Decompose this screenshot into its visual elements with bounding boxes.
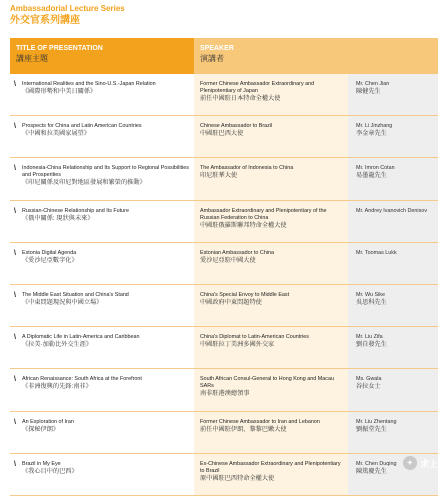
slash-marker-icon: \ [14,81,16,88]
speaker-role-zh: 愛沙尼亞駐中國大使 [200,256,256,264]
speaker-role-en: Ex-Chinese Ambassador Extraordinary and Plenipotentiary to Brazil [200,460,341,474]
presentation-title-en: Estonia Digital Agenda [22,249,77,256]
presentation-title-zh: 《非洲復興的先鋒:南非》 [22,383,92,391]
slash-marker-icon: \ [14,376,16,384]
presentation-title-zh: 《中東問題現況與中國立場》 [22,298,103,306]
speaker-name-zh: 易墨龍先生 [356,172,387,180]
speaker-name-cell [348,201,438,242]
speaker-name-cell [348,327,438,368]
header-speaker-zh: 演講者 [200,54,224,63]
presentation-title-zh: 《國際形勢和中美日關係》 [22,88,97,95]
speaker-name-en: Mr. Imron Cotan [356,165,395,172]
speaker-role-en: China's Diplomat to Latin-American Countries [200,334,309,341]
slash-marker-icon: \ [14,165,16,173]
speaker-role-cell [194,412,348,453]
presentation-title-en: Indonesia-China Relationship and Its Support to Regional Possibilities and Prosperities [22,165,189,179]
speaker-name-cell [348,285,438,326]
speaker-role-zh: 前任中國駐日本特命全權大使 [200,95,281,102]
presentation-title-zh: 《俄中關係: 現狀與未來》 [22,214,94,222]
speaker-role-cell [194,369,348,410]
presentation-cell [10,369,194,410]
presentation-cell [10,243,194,284]
speaker-role-zh: 印尼駐華大使 [200,172,238,180]
presentation-title-zh: 《探秘伊朗》 [22,425,60,433]
table-row [10,243,438,285]
presentation-cell [10,327,194,368]
speaker-name-en: Ms. Gwala [356,376,382,383]
speaker-name-cell [348,412,438,453]
speaker-name-zh: 陳健先生 [356,88,381,95]
speaker-role-zh: 前任中國駐伊朗、黎黎巴嫩大使 [200,425,287,433]
speaker-name-zh: 劉振堂先生 [356,425,387,433]
table-header [10,38,438,74]
table-row [10,285,438,327]
header-title-of-presentation [10,38,194,74]
presentation-cell [10,285,194,326]
presentation-title-zh: 《愛沙尼亞數字化》 [22,256,78,264]
presentation-text [22,165,190,199]
slash-marker-icon: \ [14,291,16,299]
speaker-role-cell [194,74,348,115]
table-row [10,412,438,454]
presentation-title-en: International Realities and the Sino-U.S.-Japan Relation [22,81,156,87]
presentation-text [22,208,190,242]
presentation-title-en: African Renaissance: South Africa at the Forefront [22,376,142,383]
presentation-title-en: Russian-Chinese Relationship and Its Future [22,207,129,214]
speaker-role-zh: 中國駐拉丁美洲多國外交家 [200,341,275,349]
header-title-zh: 講座主題 [16,54,48,63]
presentation-text [22,376,190,410]
speaker-name-cell [348,74,438,115]
speaker-name-en: Mr. Li Jinzhang [356,123,393,130]
presentation-title-zh: 《拉美·加勒比外交生涯》 [22,341,93,349]
table-row [10,201,438,243]
table-row [10,327,438,369]
presentation-title-zh: 《中國和拉美國家展望》 [22,130,91,138]
watermark-text: 求上 [419,458,438,469]
presentation-cell [10,201,194,242]
speaker-name-zh: 陳篤慶先生 [356,467,387,475]
presentation-cell [10,412,194,453]
presentation-cell [10,454,194,495]
header-speaker-en: SPEAKER [200,45,234,52]
slash-marker-icon: \ [14,418,16,426]
speaker-role-en: The Ambassador of Indonesia to China [200,165,294,172]
presentation-text [22,419,190,453]
speaker-role-cell [194,327,348,368]
presentation-cell [10,158,194,199]
presentation-title-en: A Diplomatic Life in Latin-America and Caribbean [22,334,140,341]
slash-marker-icon: \ [14,249,16,257]
speaker-name-en: Mr. Chen Duqing [356,460,397,467]
speaker-name-en: Mr. Liu Zifa [356,334,383,341]
table-row [10,158,438,200]
speaker-role-en: China's Special Envoy to Middle East [200,291,290,298]
watermark [403,456,438,470]
speaker-role-cell [194,285,348,326]
table-row [10,454,438,496]
speaker-role-en: Chinese Ambassador to Brazil [200,123,273,130]
speaker-role-zh: 原中國駐巴西特命全權大使 [200,474,275,482]
table-body [10,74,438,496]
speaker-role-zh: 南非駐港澳總領事 [200,390,250,398]
speaker-role-en: Ambassador Extraordinary and Plenipotentiary of the Russian Federation to China [200,207,327,221]
presentation-title-zh: 《印尼關係及印尼對地區發展和繁榮的推動》 [22,179,146,187]
table-row [10,74,438,116]
speaker-name-cell [348,243,438,284]
speaker-name-zh: 吳思科先生 [356,298,387,306]
presentation-text [22,81,190,115]
speaker-name-en: Mr. Toomas Lukk [356,249,397,256]
slash-marker-icon: \ [14,123,16,131]
speaker-name-en: Mr. Chen Jian [356,81,390,87]
speaker-role-zh: 中國政府中東問題特使 [200,298,262,306]
speaker-name-zh: 李金章先生 [356,130,387,138]
speaker-name-en: Mr. Wu Sike [356,291,385,298]
speaker-name-cell [348,158,438,199]
speaker-role-cell [194,116,348,157]
speaker-role-en: Former Chinese Ambassador to Iran and Lebanon [200,418,320,425]
speaker-name-en: Mr. Liu Zhentang [356,418,397,425]
speaker-role-cell [194,454,348,495]
presentation-cell [10,116,194,157]
page-header [10,4,125,27]
speaker-name-cell [348,369,438,410]
speaker-role-cell [194,243,348,284]
speaker-role-en: Former Chinese Ambassador Extraordinary and Plenipotentiary of Japan [200,81,315,94]
slash-marker-icon: \ [14,207,16,215]
speaker-role-cell [194,201,348,242]
speaker-role-cell [194,158,348,199]
presentation-text [22,123,190,157]
slash-marker-icon: \ [14,334,16,342]
speaker-role-en: Estonian Ambassador to China [200,249,275,256]
speaker-name-cell [348,116,438,157]
wechat-icon: ✦ [403,456,417,470]
speaker-name-zh: 谷拉女士 [356,383,381,391]
presentation-cell [10,74,194,115]
speaker-role-zh: 中國駐俄羅斯聯邦特命全權大使 [200,221,287,229]
presentation-title-en: Prospects for China and Latin American Countries [22,123,142,130]
presentation-text [22,334,190,368]
presentation-title-en: The Middle East Situation and China's Stand [22,291,129,298]
table-row [10,369,438,411]
series-title-en: Ambassadorial Lecture Series [10,4,125,13]
header-speaker [194,38,438,74]
presentation-text [22,292,190,326]
slash-marker-icon: \ [14,460,16,468]
series-title-zh: 外交官系列講座 [10,15,80,26]
presentation-text [22,461,190,495]
speaker-name-zh: 劉自發先生 [356,341,387,349]
speaker-name-en: Mr. Andrey Ivanovich Denisov [356,207,428,214]
table-row [10,116,438,158]
presentation-title-en: Brazil in My Eye [22,460,61,467]
presentation-title-en: An Exploration of Iran [22,418,74,425]
lecture-table [10,38,438,496]
presentation-text [22,250,190,284]
speaker-role-en: South African Consul-General to Hong Kong and Macau SARs [200,376,334,390]
speaker-role-zh: 中國駐巴西大使 [200,130,244,138]
presentation-title-zh: 《我心目中的巴西》 [22,467,78,475]
header-title-en: TITLE OF PRESENTATION [16,45,103,52]
